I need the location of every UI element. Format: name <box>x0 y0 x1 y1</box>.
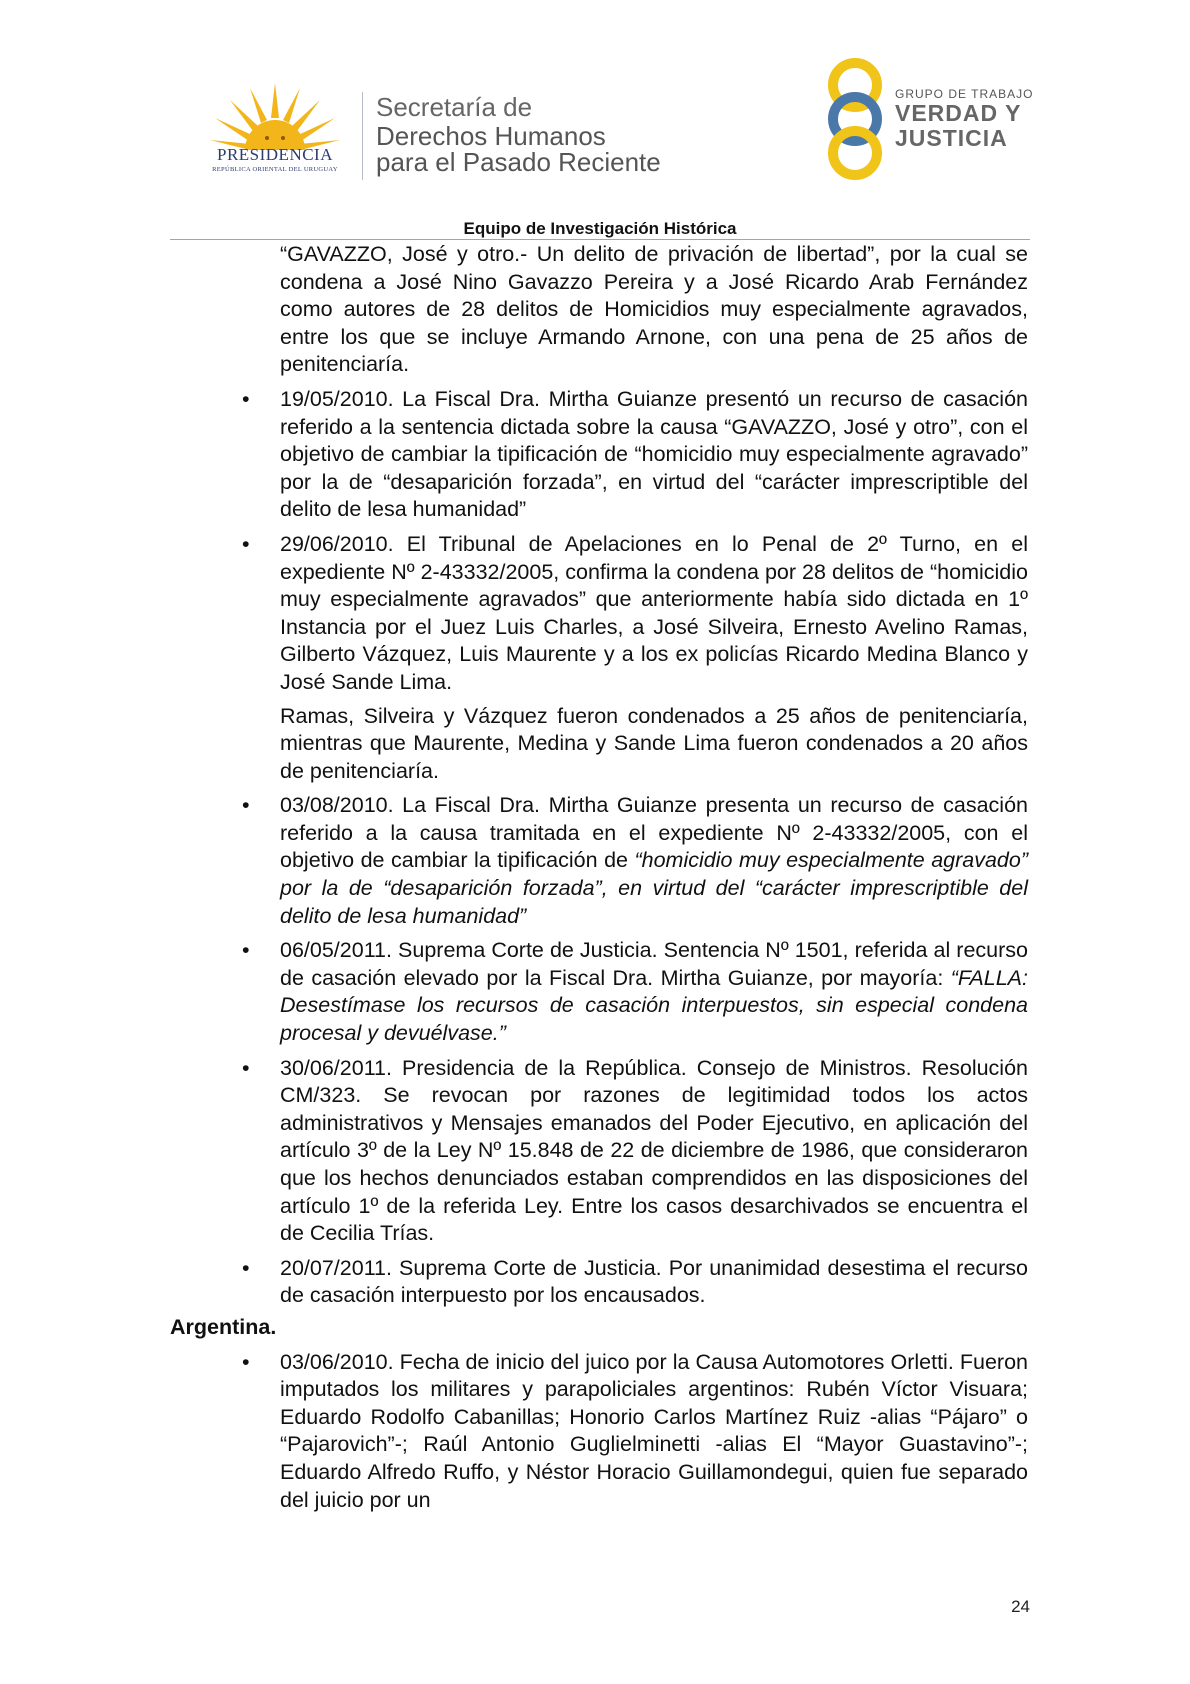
item-text-plain: 06/05/2011. Suprema Corte de Justicia. Sentencia Nº 1501, referida al recurso de casación elevado por la Fiscal Dra. Mirtha Guianze, por mayoría: <box>280 938 1028 990</box>
intro-paragraph: “GAVAZZO, José y otro.- Un delito de privación de libertad”, por la cual se condena a José Nino Gavazzo Pereira y a José Ricardo Arab Fernández como autores de 28 delitos de Homicidios muy especialmente agravados, entre los que se incluye Armando Arnone, con una pena de 25 años de penitenciaría. <box>280 242 1028 377</box>
list-item <box>170 1055 1028 1248</box>
item-text: 20/07/2011. Suprema Corte de Justicia. Por unanimidad desestima el recurso de casación interpuesto por los encausados. <box>280 1255 1028 1308</box>
item-text-italic: “FALLA: Desestímase los recursos de casación interpuestos, sin especial condena procesal y devuélvase.” <box>280 965 1028 1046</box>
item-text-plain: 03/08/2010. La Fiscal Dra. Mirtha Guianze presenta un recurso de casación referido a la causa tramitada en el expediente Nº 2-43332/2005, con el objetivo de cambiar la tipificación de <box>280 793 1028 873</box>
list-item <box>170 1349 1028 1515</box>
bullet: • <box>242 938 250 963</box>
document-body <box>170 241 1028 1514</box>
bullet: • <box>242 1055 250 1080</box>
bullet: • <box>242 386 250 411</box>
verdad-label: VERDAD Y <box>895 100 1022 126</box>
list-item <box>170 386 1028 524</box>
item-text-italic: “homicidio muy especialmente agravado” por la de “desaparición forzada”, en virtud del “carácter imprescriptible del delito de lesa humanidad” <box>280 848 1029 928</box>
bullet: • <box>242 793 250 818</box>
item-text: 29/06/2010. El Tribunal de Apelaciones en lo Penal de 2º Turno, en el expediente Nº 2-43332/2005, confirma la condena por 28 delitos de “homicidio muy especialmente agravados” que anteriormente había sido dictada en 1º Instancia por el Juez Luis Charles, a José Silveira, Ernesto Avelino Ramas, Gilberto Vázquez, Luis Maurente y a los ex policías Ricardo Medina Blanco y José Sande Lima. <box>280 531 1028 694</box>
item-text: 30/06/2011. Presidencia de la República. Consejo de Ministros. Resolución CM/323. Se revocan por razones de legitimidad todos los actos administrativos y Mensajes emanados del Poder Ejecutivo, en aplicación del artículo 3º de la Ley Nº 15.848 de 22 de diciembre de 1986, que consideraron que los hechos denunciados estaban comprendidos en las disposiciones del artículo 1º de la referida Ley. Entre los casos desarchivados se encuentra el de Cecilia Trías. <box>280 1055 1028 1246</box>
item-text <box>280 792 1028 930</box>
page-number: 24 <box>1011 1597 1030 1616</box>
grupo-label: GRUPO DE TRABAJO <box>895 87 1034 101</box>
section-heading-argentina: Argentina. <box>170 1314 277 1339</box>
secretaria-line-1: Secretaría de <box>376 92 533 122</box>
header-rule <box>170 239 1030 240</box>
verdad-justicia-rings-logo <box>820 55 890 183</box>
list-item <box>170 1255 1028 1310</box>
bullet: • <box>242 1255 250 1280</box>
list-item <box>170 792 1028 930</box>
bullet: • <box>242 531 250 556</box>
bullet: • <box>242 1349 250 1374</box>
justicia-label: JUSTICIA <box>895 125 1008 151</box>
header-divider <box>362 92 363 180</box>
secretaria-line-3: para el Pasado Reciente <box>376 147 661 177</box>
document-header <box>0 0 1190 240</box>
item-text: 03/06/2010. Fecha de inicio del juico por la Causa Automotores Orletti. Fueron imputados los militares y parapoliciales argentinos: Rubén Víctor Visuara; Eduardo Rodolfo Cabanillas; Honorio Carlos Martínez Ruiz -alias “Pájaro” o “Pajarovich”-; Raúl Antonio Guglielminetti -alias El “Mayor Guastavino”-; Eduardo Alfredo Ruffo, y Néstor Horacio Guillamondegui, quien fue separado del juicio por un <box>280 1349 1028 1512</box>
list-item <box>170 531 1028 697</box>
item-text: 19/05/2010. La Fiscal Dra. Mirtha Guianze presentó un recurso de casación referido a la sentencia dictada sobre la causa “GAVAZZO, José y otro”, con el objetivo de cambiar la tipificación de “homicidio muy especialmente agravado” por la de “desaparición forzada”, en virtud del “carácter imprescriptible del delito de lesa humanidad” <box>280 386 1028 522</box>
item-text <box>280 937 1028 1047</box>
presidencia-label: PRESIDENCIA <box>216 145 333 164</box>
item-subparagraph: Ramas, Silveira y Vázquez fueron condenados a 25 años de penitenciaría, mientras que Maurente, Medina y Sande Lima fueron condenados a 20 años de penitenciaría. <box>280 703 1028 783</box>
list-item <box>170 937 1028 1047</box>
team-title: Equipo de Investigación Histórica <box>463 219 737 238</box>
presidencia-subtitle: REPÚBLICA ORIENTAL DEL URUGUAY <box>212 166 338 173</box>
secretaria-line-2: Derechos Humanos <box>376 121 606 151</box>
